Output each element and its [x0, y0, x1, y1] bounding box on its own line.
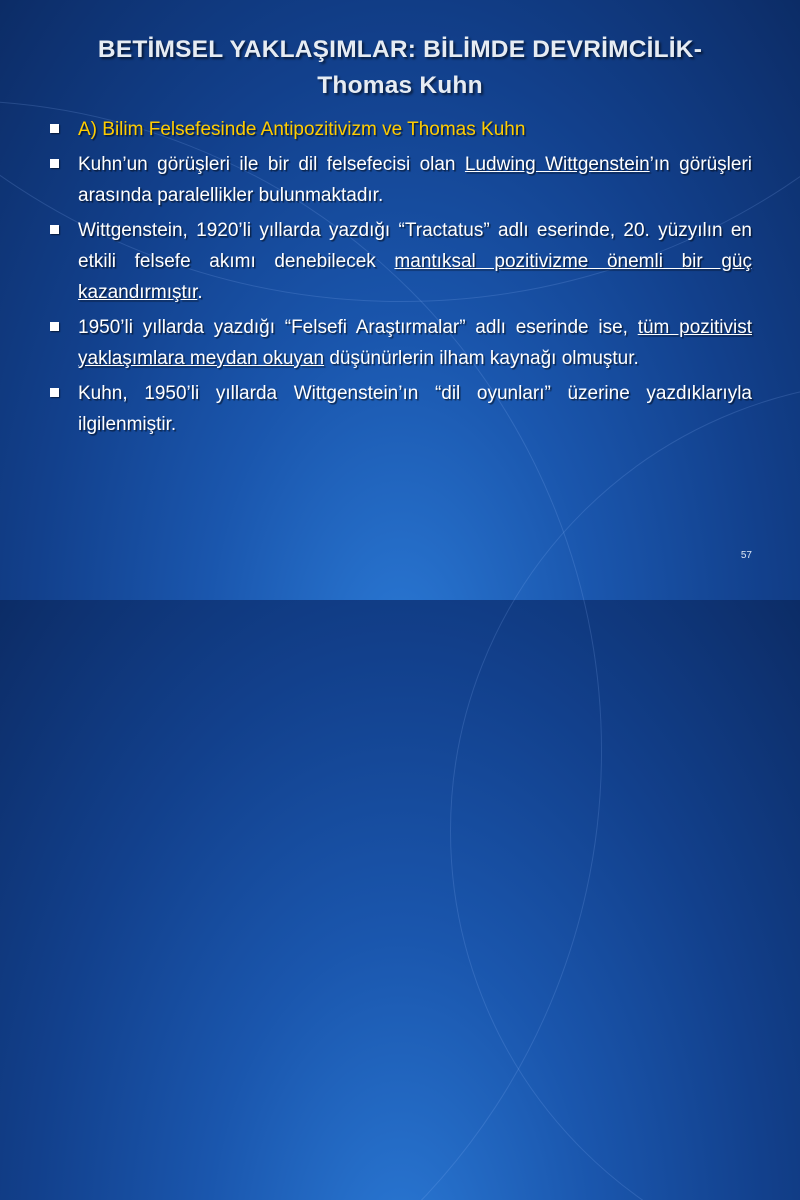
underlined-text: tüm pozitivist yaklaşımlara meydan okuyan [78, 317, 752, 369]
bullet-text: . [197, 282, 203, 303]
bullet-text: A) Bilim Felsefesinde Antipozitivizm ve Thomas Kuhn [78, 119, 526, 140]
bullet-text: ’ın görüşleri arasında paralellikler bulunmaktadır. [78, 154, 752, 206]
bullet-text: Kuhn, 1950’li yıllarda Wittgenstein’ın “dil oyunları” üzerine yazdıklarıyla ilgilenmiştir. [78, 383, 752, 435]
square-bullet-icon [50, 124, 59, 133]
bullet-text: düşünürlerin ilham kaynağı olmuştur. [324, 348, 639, 369]
square-bullet-icon [50, 322, 59, 331]
bullet-text: 1950’li yıllarda yazdığı “Felsefi Araştırmalar” adlı eserinde ise, [78, 317, 638, 338]
square-bullet-icon [50, 159, 59, 168]
bullet-text: Wittgenstein, 1920’li yıllarda yazdığı “Tractatus” adlı eserinde, 20. yüzyılın en etkili felsefe akımı denebilecek [78, 220, 752, 272]
underlined-text: mantıksal pozitivizme önemli bir güç kazandırmıştır [78, 251, 752, 303]
underlined-text: Ludwing Wittgenstein [464, 154, 650, 175]
bullet-item [50, 215, 752, 308]
bullet-item [50, 149, 752, 211]
bullet-item [50, 378, 752, 440]
background-arc [450, 380, 800, 1200]
slide-title-line-1: BETİMSEL YAKLAŞIMLAR: BİLİMDE DEVRİMCİLİK- [97, 36, 703, 63]
bullet-item [50, 312, 752, 374]
page-number: 57 [740, 550, 752, 561]
bullet-list [50, 114, 752, 444]
slide-title [0, 32, 800, 104]
square-bullet-icon [50, 388, 59, 397]
square-bullet-icon [50, 225, 59, 234]
slide-title-line-2: Thomas Kuhn [317, 72, 483, 99]
bullet-item [50, 114, 752, 145]
bullet-text: Kuhn’un görüşleri ile bir dil felsefecisi olan [78, 154, 465, 175]
